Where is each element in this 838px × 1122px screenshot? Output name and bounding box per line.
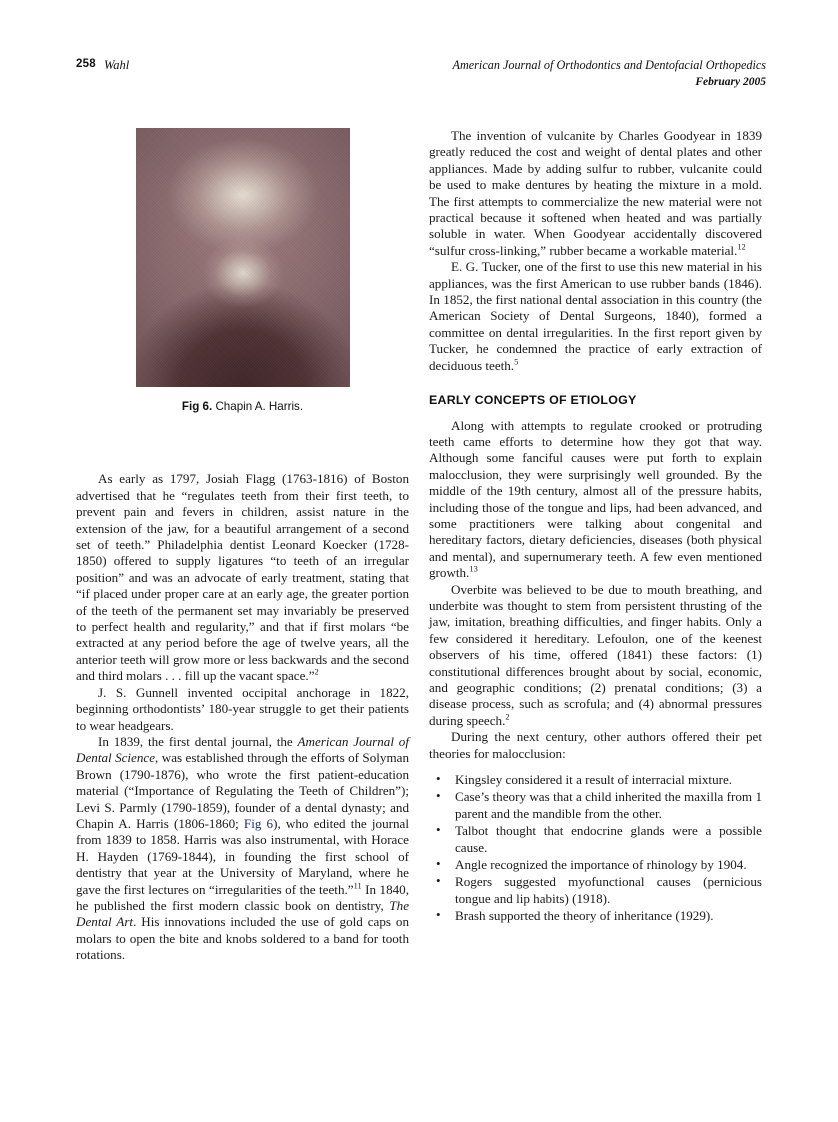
book-title-italic: The Dental Art (76, 897, 409, 930)
left-p3-text-b: , was established through the efforts of Solyman Brown (1790-1876), who wrote the first patient-education material (“Importance of Regulating the Teeth of Children”); Levi S. Parmly (1790-1859), founder of a dental dynasty; and Chapin A. Harris (1806-1860; (76, 750, 409, 831)
left-p3-text-d: In 1840, he published the first modern classic book on dentistry, (76, 881, 409, 913)
left-paragraph-2 (76, 685, 409, 734)
reference-marker: 12 (737, 242, 746, 252)
figure-caption-text: Chapin A. Harris. (215, 400, 304, 413)
running-head-author: Wahl (104, 58, 130, 72)
right-paragraph-5 (429, 729, 762, 762)
page-number: 258 (76, 58, 96, 70)
list-item (429, 823, 762, 856)
reference-marker: 5 (514, 357, 519, 367)
left-p3-text-a: In 1839, the first dental journal, the (98, 733, 298, 749)
right-paragraph-4 (429, 582, 762, 730)
reference-marker: 11 (353, 881, 362, 891)
right-p4-text: Overbite was believed to be due to mouth breathing, and underbite was thought to stem from persistent thrusting of the jaw, imitation, breathing difficulties, and finger habits. Only a few considered it hereditary. Lefoulon, one of the keenest observers of his time, offered (1841) these factors: (1) constitutional differences brought about by social, economic, and geographic conditions; (2) prenatal conditions; (3) a disease process, such as scrofula; and (4) abnormal pressures during speech. (429, 581, 762, 728)
right-p2-text: E. G. Tucker, one of the first to use this new material in his appliances, was the first American to use rubber bands (1846). In 1852, the first national dental association in this country (the American Society of Dental Surgeons, 1840), formed a committee on dental irregularities. In the first report given by Tucker, he condemned the practice of early extraction of deciduous teeth. (429, 259, 762, 373)
figure-6 (76, 128, 409, 415)
running-head-journal-title: American Journal of Orthodontics and Dentofacial Orthopedics (452, 58, 766, 72)
right-p5-text: During the next century, other authors offered their pet theories for malocclusion: (429, 729, 762, 761)
left-p3-text-c: ), who edited the journal from 1839 to 1858. Harris was also instrumental, with Horace H. Hayden (1769-1844), in founding the first school of dentistry that year at the University of Maryland, where he gave the first lectures on “irregularities of the teeth.” (76, 815, 409, 897)
list-item-text: Kingsley considered it a result of interracial mixture. (455, 772, 733, 788)
running-head-issue-date: February 2005 (695, 76, 766, 88)
right-paragraph-2 (429, 259, 762, 374)
list-item-text: Talbot thought that endocrine glands were a possible cause. (455, 823, 762, 855)
right-p3-text: Along with attempts to regulate crooked or protruding teeth came efforts to determine how they got that way. Although some fanciful causes were put forth to explain malocclusion, they were surprisingly well grounded. By the middle of the 19th century, almost all of the pressure habits, including those of the tongue and lips, had been advanced, and some practitioners were talking about congenital and hereditary factors, dietary deficiencies, diseases (both physical and mental), and supernumerary teeth. A few even mentioned growth. (429, 417, 762, 581)
list-item (429, 789, 762, 822)
left-p3-text-e: . His innovations included the use of gold caps on molars to open the bite and knobs soldered to a band for tooth rotations. (76, 914, 410, 963)
list-item-text: Brash supported the theory of inheritance (1929). (455, 908, 714, 924)
left-paragraph-3 (76, 734, 409, 964)
reference-marker: 13 (469, 564, 478, 574)
running-head (76, 58, 766, 100)
list-item (429, 874, 762, 907)
right-paragraph-3 (429, 418, 762, 582)
right-column (429, 128, 762, 926)
reference-marker: 2 (505, 712, 510, 722)
journal-title-italic: American Journal of Dental Science (76, 733, 409, 766)
portrait-photograph (136, 128, 350, 387)
list-item-text: Rogers suggested myofunctional causes (pernicious tongue and lip habits) (1918). (455, 874, 762, 906)
right-paragraph-1 (429, 128, 762, 259)
list-item (429, 857, 762, 873)
list-item-text: Case’s theory was that a child inherited the maxilla from 1 parent and the mandible from the other. (455, 789, 762, 821)
theories-list (429, 772, 762, 925)
list-item (429, 772, 762, 788)
left-paragraph-1 (76, 471, 409, 684)
left-p1-text: As early as 1797, Josiah Flagg (1763-1816) of Boston advertised that he “regulates teeth from their first teeth, to prevent pain and fevers in children, assist nature in the extension of the jaw, for a beautiful arrangement of a second set of teeth.” Philadelphia dentist Leonard Koecker (1728-1850) offered to supply ligatures “to teeth of an irregular position” and was an advocate of early treatment, stating that “if placed under proper care at an early age, the greater portion of the teeth of the permanent set may invariably be preserved to perfect health and regularity,” and that if first molars “be extracted at any period before the age of twelve years, all the anterior teeth will grow more or less backwards and the second and third molars . . . fill up the vacant space.” (76, 471, 409, 684)
section-heading-early-concepts: EARLY CONCEPTS OF ETIOLOGY (429, 393, 637, 408)
reference-marker: 2 (314, 667, 319, 677)
list-item-text: Angle recognized the importance of rhinology by 1904. (455, 857, 747, 873)
left-p2-text: J. S. Gunnell invented occipital anchorage in 1822, beginning orthodontists’ 180-year struggle to get their patients to wear headgears. (76, 684, 409, 733)
figure-caption (76, 399, 409, 415)
figure-label: Fig 6. (181, 400, 213, 413)
right-p1-text: The invention of vulcanite by Charles Goodyear in 1839 greatly reduced the cost and weight of dental plates and other appliances. Made by adding sulfur to rubber, vulcanite could be used to make dentures by heating the mixture in a mold. The first attempts to commercialize the new material were not practical because it softened when heated and was partially soluble in water. When Goodyear accidentally discovered “sulfur cross-linking,” rubber became a workable material. (429, 128, 762, 258)
figure-6-link[interactable]: Fig 6 (243, 815, 274, 831)
left-column (76, 128, 409, 964)
figure-spacer (76, 415, 409, 471)
list-item (429, 908, 762, 924)
